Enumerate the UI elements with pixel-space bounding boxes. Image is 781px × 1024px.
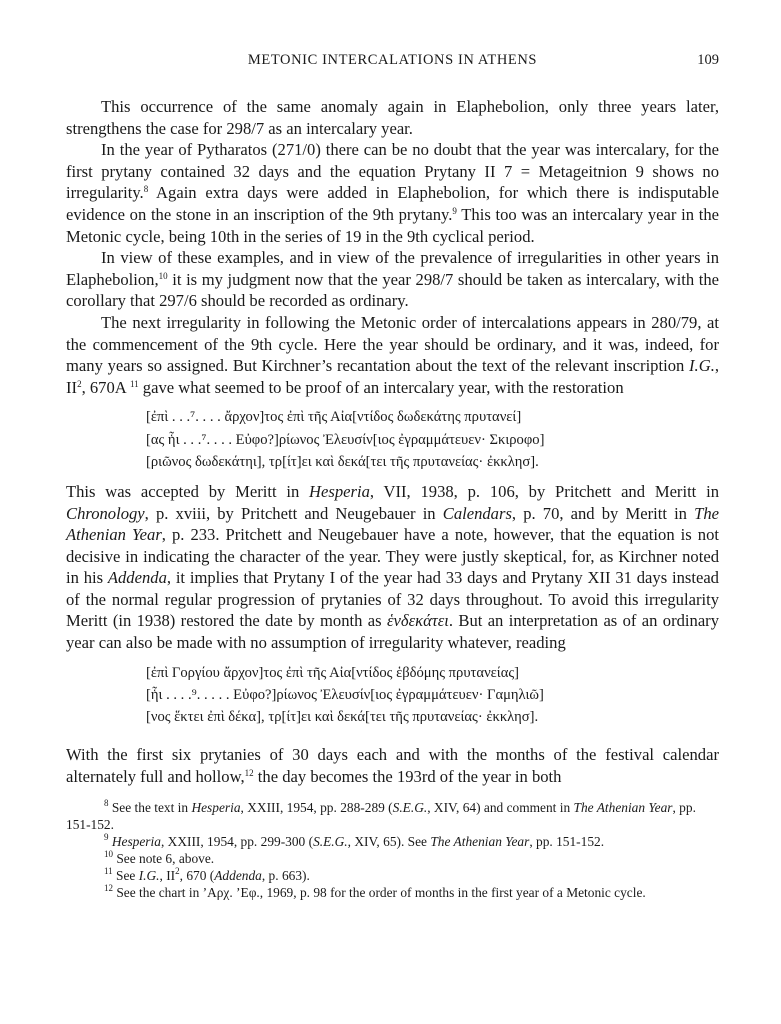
citation-title: I.G. [689,356,715,376]
inscription-block-1 [146,406,719,473]
footnote-text: , 670 ( [179,868,215,884]
paragraph-text: In view of these examples, and in view of the prevalence of irregularities in other years in Elaphebolion, [66,248,719,289]
paragraph-text: the day becomes the 193rd of the year in both [253,766,562,786]
footnote-9 [66,833,719,850]
paragraph-text: , p. xviii, by Pritchett and Neugebauer in [144,503,443,523]
paragraph-text: This was accepted by Meritt in [66,481,310,501]
footnotes [66,799,719,901]
footnote-8 [66,799,719,833]
footnote-number: 10 [104,849,113,860]
paragraph-text: gave what seemed to be proof of an intercalary year, with the restoration [138,377,624,397]
edition-superscript: 2 [77,378,82,389]
footnote-text: See [112,868,139,884]
citation-title: Calendars [442,503,512,523]
paragraph-text: In the year of Pytharatos (271/0) there can be no doubt that the year was intercalary, for the first prytany contained 32 days and the equation Prytany II 7 = Metageitnion 9 shows no irregularity. [66,140,719,203]
footnote-text: , XIV, 64) and comment in [427,800,574,816]
citation-title: I.G. [138,868,160,884]
paragraph-text: With the first six prytanies of 30 days each and with the months of the festival calendar alternately full and hollow, [66,745,719,786]
paragraph-text: The next irregularity in following the Metonic order of intercalations appears in 280/79, at the commencement of the 9th cycle. Here the year should be ordinary, and it was, indeed, for many years so assigned. But Kirchner’s recantation about the text of the relevant inscription [66,312,719,376]
paragraph-text: Again extra days were added in Elaphebolion, for which there is indisputable evidence on the stone in an inscription of the 9th prytany. [66,183,719,224]
footnote-number: 8 [104,798,109,809]
footnote-10 [66,850,719,867]
footnote-text: , pp. 151-152. [66,800,696,833]
running-header [66,52,719,74]
paragraph-text: . But an interpretation as of an ordinary year can also be made with no assumption of irregularity whatever, reading [66,611,720,653]
citation-title: Hesperia [309,481,370,501]
footnote-number: 9 [104,832,109,843]
running-title: METONIC INTERCALATIONS IN ATHENS [247,52,538,68]
footnote-ref-9[interactable]: 9 [452,205,457,216]
footnote-text: See the chart in ’Αρχ. ’Εφ., 1969, p. 98 for the order of months in the first year of a Metonic cycle. [113,885,646,901]
paragraph-text: , VII, 1938, p. 106, by Pritchett and Meritt in [369,481,719,501]
inscription-line: [ριῶνος δωδεκάτηι], τρ[ίτ]ει καὶ δεκά[τει τῆς πρυτανείας· ἐκκλησ]. [146,453,539,470]
inscription-line: [ἐπὶ . . .⁷. . . . ἄρχον]τος ἐπὶ τῆς Αἰα[ντίδος δωδεκάτης πρυτανεί] [146,409,522,426]
footnote-12 [66,884,719,901]
footnote-text: , XXIII, 1954, pp. 299-300 ( [160,834,314,850]
greek-term: ἑνδεκάτει [386,611,449,631]
footnote-text: , pp. 151-152. [529,834,605,850]
paragraph-4 [66,312,719,398]
footnote-text: , p. 663). [261,868,310,884]
inscription-line: [ἐπὶ Γοργίου ἄρχον]τος ἐπὶ τῆς Αἰα[ντίδος ἑβδόμης πρυτανείας] [146,664,520,681]
paragraph-2 [66,139,719,247]
footnote-ref-10[interactable]: 10 [158,270,168,281]
footnote-number: 11 [104,866,113,877]
paragraph-text: it is my judgment now that the year 298/7 should be taken as intercalary, with the corollary that 297/6 should be recorded as ordinary. [66,269,719,311]
footnote-text: , XIV, 65). See [347,834,431,850]
paragraph-5 [66,481,719,654]
citation-title: S.E.G. [392,800,428,816]
body-text [66,96,719,901]
citation-title: S.E.G. [313,834,348,850]
citation-title: The Athenian Year [573,800,673,816]
paragraph-text: This occurrence of the same anomaly again in Elaphebolion, only three years later, strengthens the case for 298/7 as an intercalary year. [66,97,719,138]
footnote-text: , II [159,868,176,884]
inscription-block-2 [146,662,719,729]
citation-title: Addenda [214,868,262,884]
footnote-number: 12 [104,883,113,894]
citation-title: The Athenian Year [430,834,530,850]
paragraph-text: , it implies that Prytany I of the year had 33 days and Prytany XII 31 days instead of the normal regular progression of prytanies of 32 days throughout. To avoid this irregularity Meritt (in 1938) restored the date by month as [66,568,719,631]
footnote-text: , XXIII, 1954, pp. 288-289 ( [240,800,393,816]
paragraph-1 [66,96,719,139]
paragraph-text: , p. 70, and by Meritt in [511,503,695,523]
footnote-text: See note 6, above. [113,851,215,867]
citation-title: Hesperia [191,800,241,816]
footnote-ref-8[interactable]: 8 [143,184,149,195]
footnote-ref-11[interactable]: 11 [129,378,139,389]
footnote-ref-12[interactable]: 12 [244,767,254,778]
edition-superscript: 2 [175,866,180,877]
citation-title: Addenda [107,568,167,588]
citation-title: Chronology [66,503,145,523]
page-number: 109 [697,52,719,68]
inscription-line: [νος ἕκτει ἐπὶ δέκα], τρ[ίτ]ει καὶ δεκά[τει τῆς πρυτανείας· ἐκκλησ]. [146,709,539,726]
paragraph-text: , 670A [81,377,130,397]
footnote-11 [66,867,719,884]
footnote-text: See the text in [108,800,192,816]
paragraph-6 [66,744,719,787]
citation-title: Hesperia [108,834,161,850]
paragraph-3 [66,247,719,312]
inscription-line: [ας ἧι . . .⁷. . . . Εὐφο?]ρίωνος Ἐλευσίν[ιος ἐγραμμάτευεν· Σκιροφο] [146,431,545,448]
paragraph-text: This too was an intercalary year in the Metonic cycle, being 10th in the series of 19 in the 9th cyclical period. [66,204,719,246]
paragraph-text: , II [66,356,719,397]
citation-title: The Athenian Year [66,503,719,545]
paragraph-text: , p. 233. Pritchett and Neugebauer have a note, however, that the equation is not decisive in indicating the character of the year. They were justly skeptical, for, as Kirchner noted in his [66,525,719,588]
inscription-line: [ἧι . . . .⁹. . . . . Εὐφο?]ρίωνος Ἐλευσίν[ιος ἐγραμμάτευεν· Γαμηλιῶ] [146,686,544,703]
